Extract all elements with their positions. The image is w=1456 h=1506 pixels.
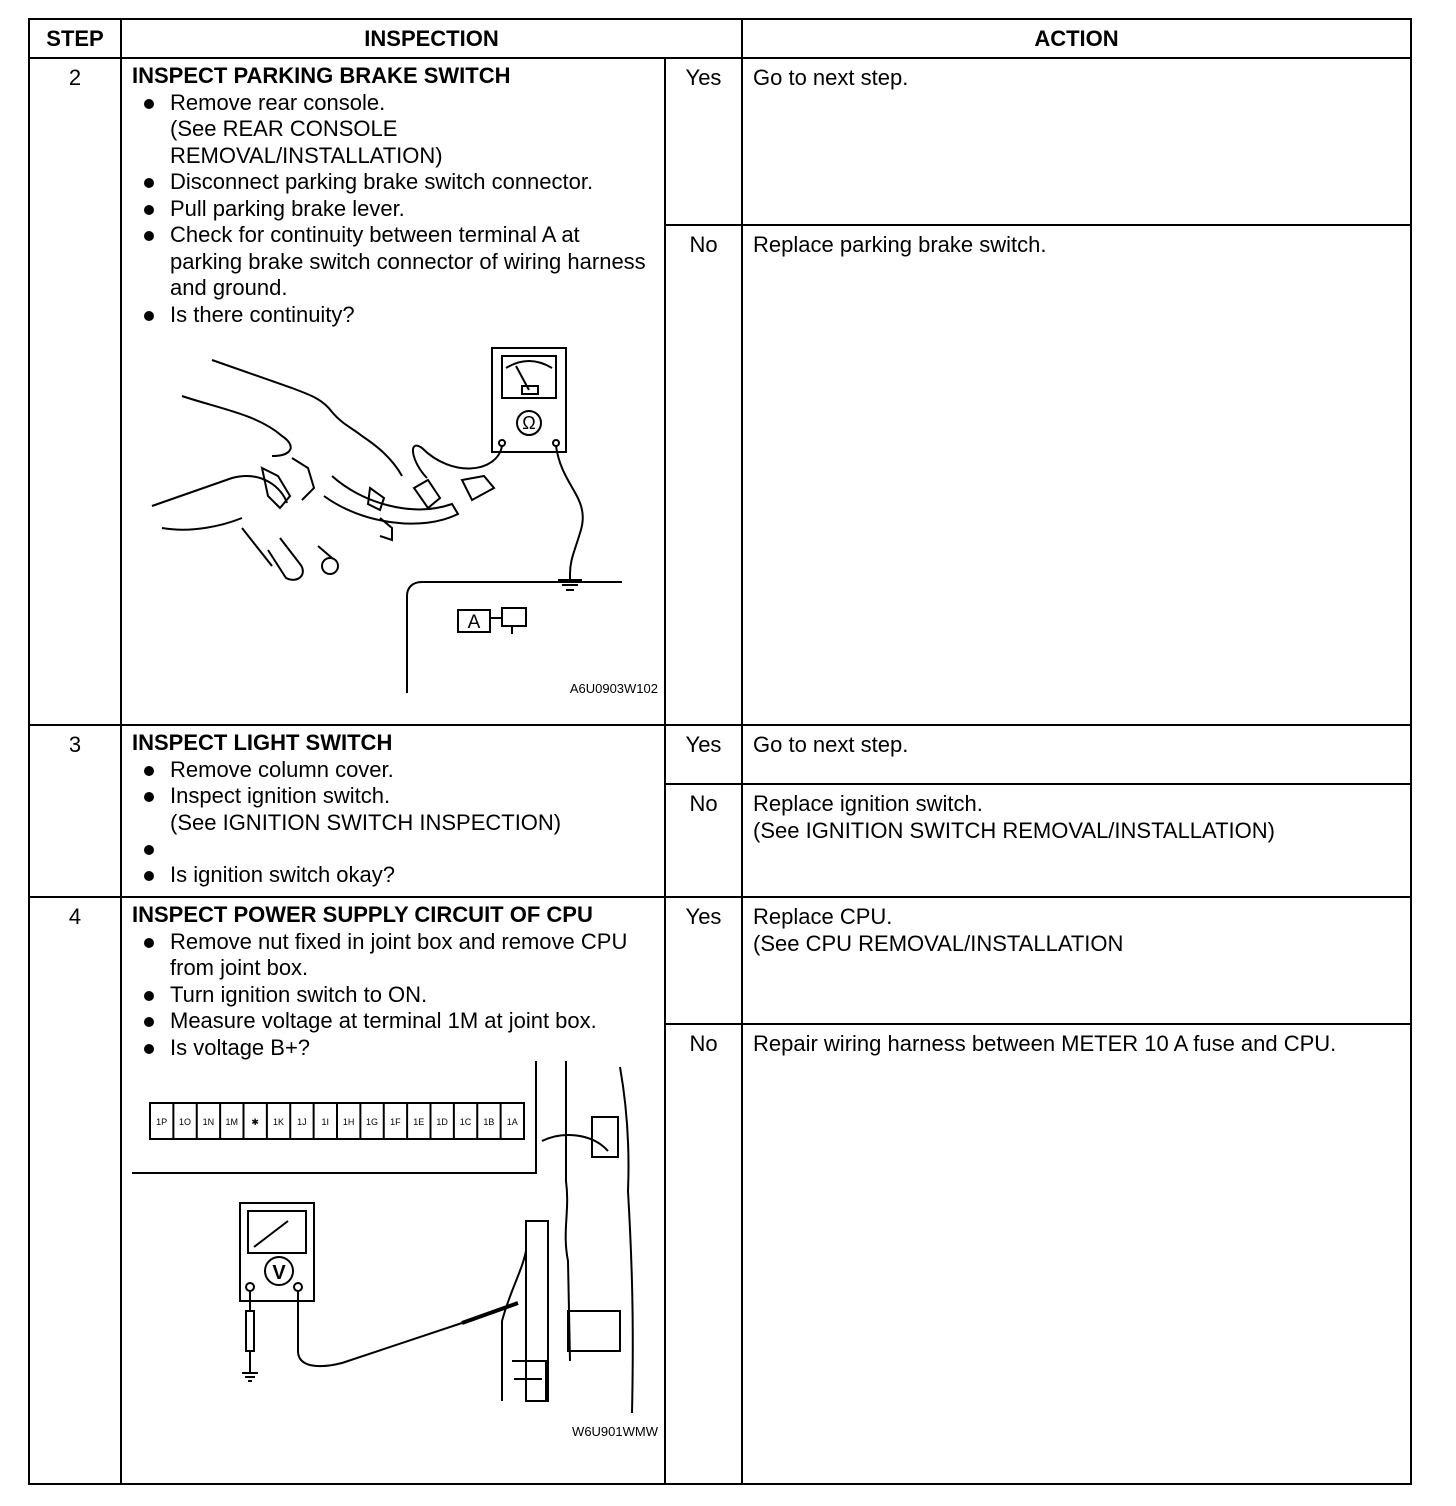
step-3-yes-row — [29, 725, 1411, 784]
terminal-label: 1A — [506, 1117, 518, 1127]
list-item: Remove rear console. (See REAR CONSOLE REMOVAL/INSTALLATION) — [132, 90, 656, 170]
figure-code: W6U901WMW — [572, 1424, 658, 1439]
step-title: INSPECT POWER SUPPLY CIRCUIT OF CPU — [132, 902, 593, 927]
ohm-symbol: Ω — [522, 413, 536, 433]
yes-label: Yes — [665, 897, 742, 1024]
yes-action: Replace CPU. (See CPU REMOVAL/INSTALLATION — [742, 897, 1411, 1024]
list-item: Remove nut fixed in joint box and remove CPU from joint box. — [132, 929, 656, 982]
terminal-label: 1D — [436, 1117, 448, 1127]
yes-action: Go to next step. — [742, 725, 1411, 784]
step-bullets — [132, 929, 656, 1062]
yes-action: Go to next step. — [742, 58, 1411, 225]
no-label: No — [665, 1024, 742, 1484]
volt-symbol: V — [272, 1262, 286, 1284]
step-2-inspection — [121, 58, 665, 725]
step-2-yes-row — [29, 58, 1411, 225]
terminal-label: 1E — [413, 1117, 425, 1127]
no-label: No — [665, 225, 742, 725]
step-bullets — [132, 757, 656, 889]
header-inspection: INSPECTION — [121, 19, 742, 58]
list-item: Is voltage B+? — [132, 1035, 656, 1062]
terminal-label: ✱ — [251, 1117, 259, 1127]
table-header-row — [29, 19, 1411, 58]
step-number: 3 — [29, 725, 121, 897]
ohmmeter-icon — [492, 348, 566, 452]
figure-code: A6U0903W102 — [569, 681, 658, 696]
list-item: Is there continuity? — [132, 302, 656, 329]
terminal-label: 1K — [273, 1117, 285, 1127]
no-action: Replace ignition switch. (See IGNITION SWITCH REMOVAL/INSTALLATION) — [742, 784, 1411, 897]
spacer — [132, 836, 656, 862]
terminal-label: 1N — [202, 1117, 215, 1127]
list-item: Turn ignition switch to ON. — [132, 982, 656, 1009]
terminal-a-label: A — [467, 612, 481, 633]
step-3-inspection — [121, 725, 665, 897]
list-item: Disconnect parking brake switch connector. — [132, 169, 656, 196]
no-action: Repair wiring harness between METER 10 A fuse and CPU. — [742, 1024, 1411, 1484]
step-title: INSPECT PARKING BRAKE SWITCH — [132, 63, 511, 88]
terminal-label: 1H — [342, 1117, 355, 1127]
voltage-test-illustration — [122, 1061, 662, 1443]
terminal-label: 1O — [179, 1117, 192, 1127]
step-number: 2 — [29, 58, 121, 725]
step-bullets — [132, 90, 656, 329]
step-title: INSPECT LIGHT SWITCH — [132, 730, 393, 755]
step-number: 4 — [29, 897, 121, 1484]
no-action: Replace parking brake switch. — [742, 225, 1411, 725]
cpu-voltage-figure — [122, 1061, 664, 1443]
parking-brake-figure — [122, 328, 664, 700]
terminal-label: 1J — [297, 1117, 307, 1127]
list-item: Measure voltage at terminal 1M at joint box. — [132, 1008, 656, 1035]
step-4-inspection — [121, 897, 665, 1484]
inspection-table — [28, 18, 1412, 1485]
terminal-label: 1M — [225, 1117, 239, 1127]
no-label: No — [665, 784, 742, 897]
yes-label: Yes — [665, 58, 742, 225]
step-4-yes-row — [29, 897, 1411, 1024]
list-item: Check for continuity between terminal A at parking brake switch connector of wiring harness and ground. — [132, 222, 656, 302]
terminal-label: 1P — [156, 1117, 168, 1127]
procedure-sheet — [28, 18, 1410, 1486]
terminal-label: 1F — [390, 1117, 401, 1127]
header-action: ACTION — [742, 19, 1411, 58]
list-item: Inspect ignition switch. (See IGNITION SWITCH INSPECTION) — [132, 783, 656, 836]
list-item: Remove column cover. — [132, 757, 656, 784]
header-step: STEP — [29, 19, 121, 58]
yes-label: Yes — [665, 725, 742, 784]
continuity-test-illustration — [122, 328, 662, 700]
terminal-label: 1I — [321, 1117, 330, 1127]
terminal-label: 1C — [459, 1117, 472, 1127]
list-item: Is ignition switch okay? — [132, 862, 656, 889]
terminal-label: 1G — [366, 1117, 379, 1127]
terminal-label: 1B — [483, 1117, 495, 1127]
list-item: Pull parking brake lever. — [132, 196, 656, 223]
